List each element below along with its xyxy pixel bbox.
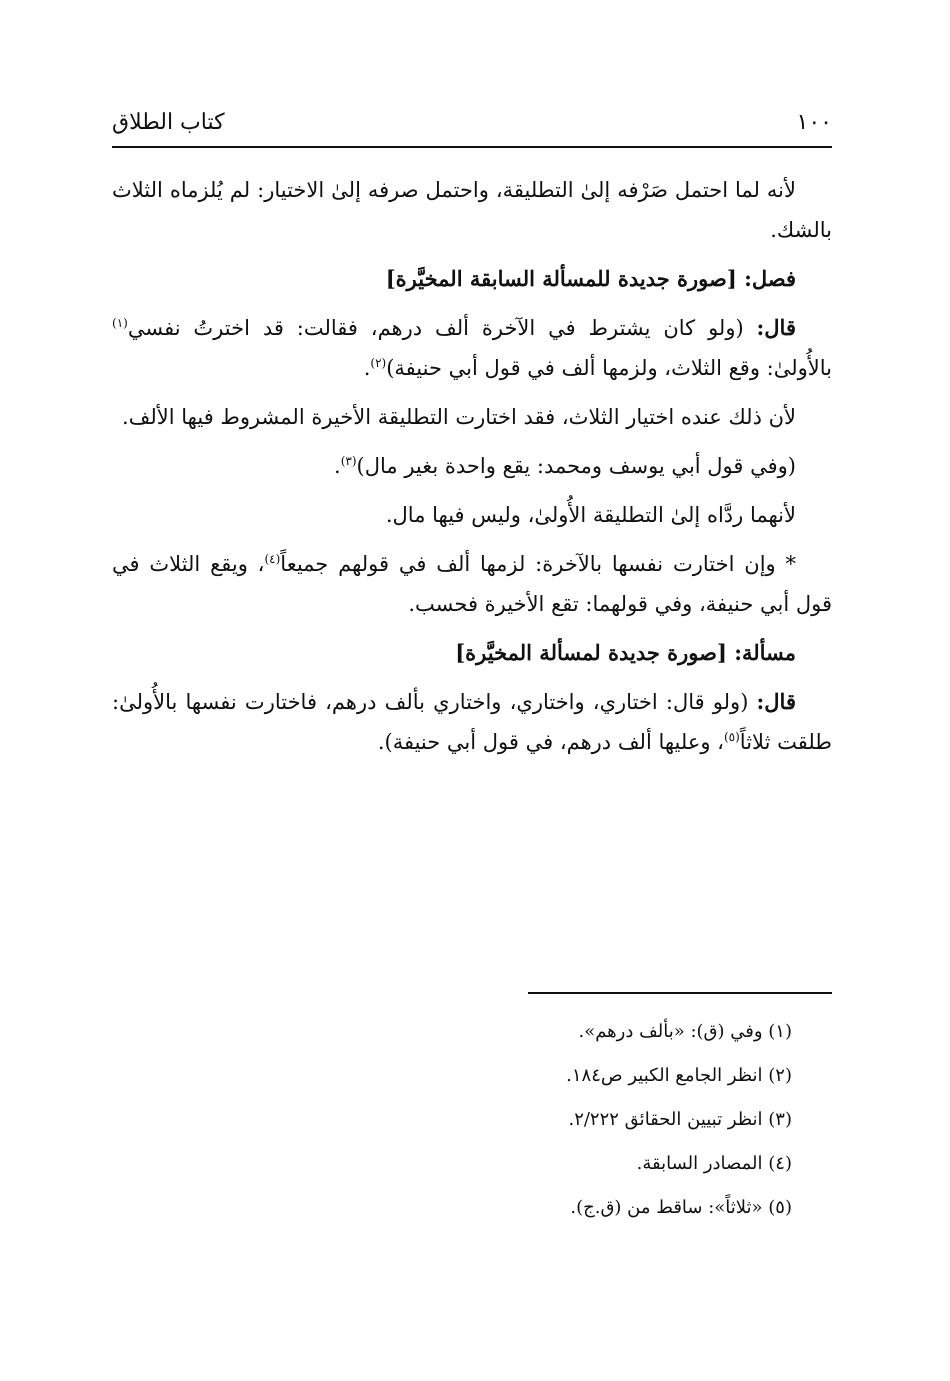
footnote-ref-4: (٤) <box>264 552 281 566</box>
paragraph-1: لأنه لما احتمل صَرْفه إلىٰ التطليقة، واحتمل صرفه إلىٰ الاختيار: لم يُلزماه الثلاث بالشك. <box>112 178 832 242</box>
footnote-ref-2: (٢) <box>370 356 387 370</box>
footnote-ref-1: (١) <box>112 316 128 330</box>
footnote-ref-3: (٣) <box>340 454 357 468</box>
page-number: ١٠٠ <box>796 110 832 135</box>
lead-word: قال: <box>756 689 796 714</box>
running-title: كتاب الطلاق <box>112 110 225 135</box>
paragraph-4: (وفي قول أبي يوسف ومحمد: يقع واحدة بغير مال)$^{(٣)}$. <box>334 454 796 478</box>
header-rule <box>112 146 832 148</box>
footnote-2: (٢) انظر الجامع الكبير ص١٨٤. <box>566 1065 792 1086</box>
paragraph-2: قال: (ولو كان يشترط في الآخرة ألف درهم، فقالت: قد اخترتُ نفسي$^{(١)}$ بالأُولىٰ: وقع الثلاث، ولزمها ألف في قول أبي حنيفة)$^{(٢)}$. <box>112 315 832 380</box>
page-header <box>112 104 832 144</box>
paragraph-7: قال: (ولو قال: اختاري، واختاري، واختاري بألف درهم، فاختارت نفسها بالأُولىٰ: طلقت ثلاثاً$^{(٥)}$، وعليها ألف درهم، في قول أبي حنيفة). <box>112 689 832 754</box>
footnote-3: (٣) انظر تبيين الحقائق ٢/٢٢٢. <box>568 1109 792 1130</box>
paragraph-5: لأنهما ردَّاه إلىٰ التطليقة الأُولىٰ، وليس فيها مال. <box>385 503 796 527</box>
footnote-ref-5: (٥) <box>723 730 740 744</box>
footnote-4: (٤) المصادر السابقة. <box>636 1153 792 1174</box>
section-heading-masala: مسألة: [صورة جديدة لمسألة المخيَّرة] <box>455 640 796 665</box>
footnote-5: (٥) «ثلاثاً»: ساقط من (ق.ج). <box>570 1197 792 1218</box>
footnotes <box>112 1010 792 1230</box>
lead-word: قال: <box>756 315 796 340</box>
footnote-rule <box>528 992 832 994</box>
section-heading-fasl: فصل: [صورة جديدة للمسألة السابقة المخيَّرة] <box>385 266 796 291</box>
main-text <box>112 170 832 771</box>
paragraph-3: لأن ذلك عنده اختيار الثلاث، فقد اختارت التطليقة الأخيرة المشروط فيها الألف. <box>121 405 796 429</box>
paragraph-6: * وإن اختارت نفسها بالآخرة: لزمها ألف في قولهم جميعاً$^{(٤)}$، ويقع الثلاث في قول أبي حنيفة، وفي قولهما: تقع الأخيرة فحسب. <box>112 552 832 616</box>
footnote-1: (١) وفي (ق): «بألف درهم». <box>578 1021 792 1042</box>
